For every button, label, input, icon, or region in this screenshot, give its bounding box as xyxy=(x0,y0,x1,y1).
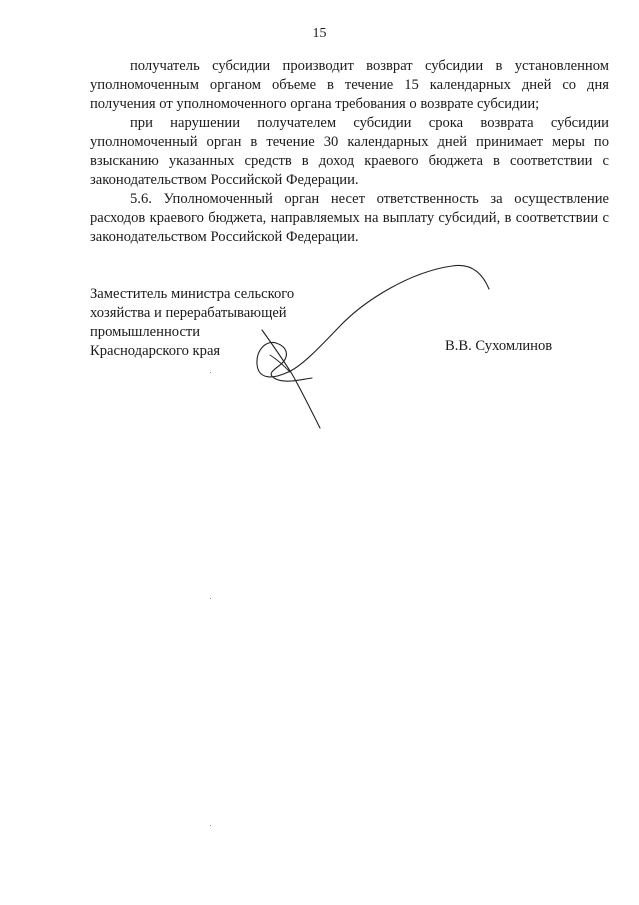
signatory-position-line: промышленности xyxy=(90,324,201,340)
signatory-name: В.В. Сухомлинов xyxy=(445,338,553,354)
paragraph-5-6-responsibility: 5.6. Уполномоченный орган несет ответственность за осуществление расходов краевого бюджета, направляемых на выплату субсидий, в соответствии с законодательством Российской Федерации. xyxy=(90,191,609,245)
signatory-position-line: хозяйства и перерабатывающей xyxy=(90,305,287,321)
page-number: 15 xyxy=(312,26,327,41)
scan-speck xyxy=(210,825,211,826)
signatory-position xyxy=(90,285,294,361)
scan-speck xyxy=(210,372,211,373)
paragraph-recovery-measures: при нарушении получателем субсидии срока возврата субсидии уполномоченный орган в течение 30 календарных дней принимает меры по взысканию указанных средств в доход краевого бюджета в соответствии с законодательством Российской Федерации. xyxy=(90,115,609,188)
document-body xyxy=(90,57,609,247)
signatory-position-line: Краснодарского края xyxy=(90,343,221,359)
scan-speck xyxy=(210,598,211,599)
paragraph-refund-deadline: получатель субсидии производит возврат субсидии в установленном уполномоченным органом объеме в течение 15 календарных дней со дня получения от уполномоченного органа требования о возврате субсидии; xyxy=(90,58,609,112)
signatory-position-line: Заместитель министра сельского xyxy=(90,286,295,302)
